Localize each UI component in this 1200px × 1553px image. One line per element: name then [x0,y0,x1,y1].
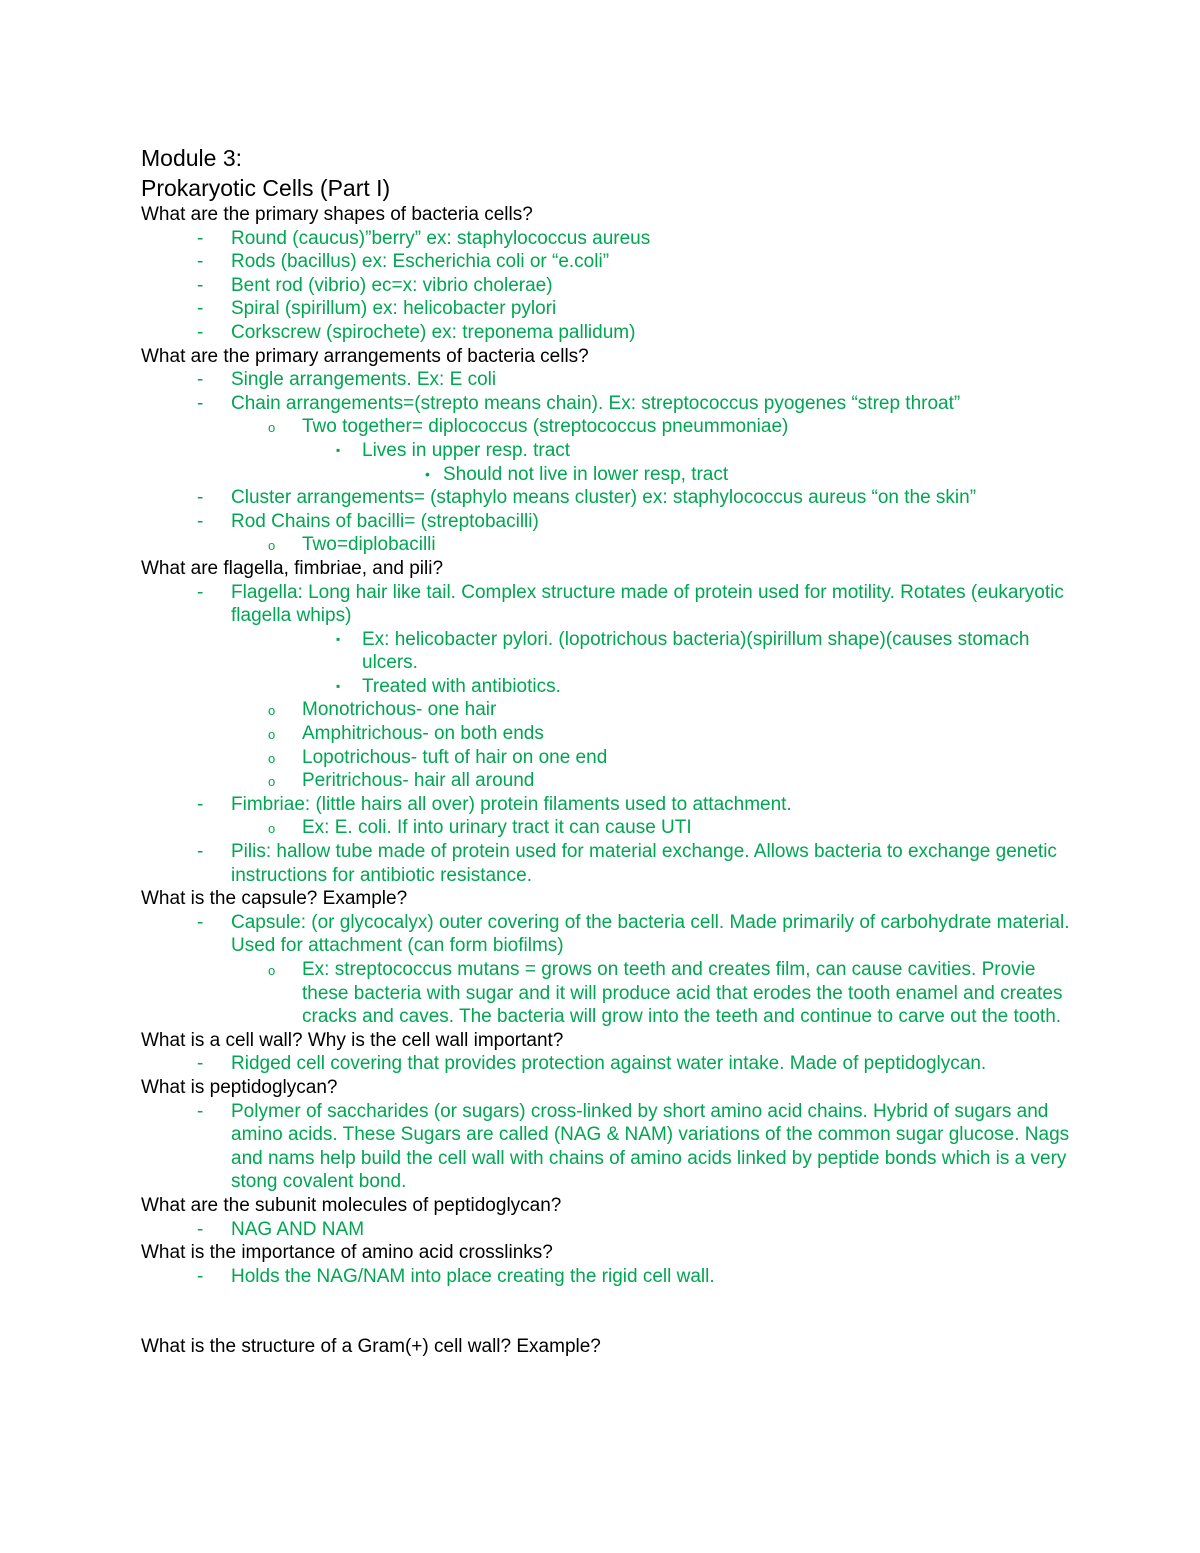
dash-marker: - [197,321,204,343]
circle-marker: o [268,774,276,790]
question-flagella: What are flagella, fimbriae, and pili? [141,557,444,579]
list-item: o Two together= diplococcus (streptococcus pneummoniae) [141,415,1081,439]
list-item: o Monotrichous- one hair [141,698,1081,722]
dash-marker: - [197,369,204,391]
list-item: • Should not live in lower resp, tract [425,463,729,485]
list-item: - Polymer of saccharides (or sugars) cross-linked by short amino acid chains. Hybrid of sugars and amino acids. These Sugars are called (NAG & NAM) variations of the common sugar glucose. Nags and nams help build the cell wall with chains of amino acids linked by peptide bonds which is a very stong covalent bond. [197,1100,1070,1193]
list-item: o Ex: streptococcus mutans = grows on teeth and creates film, can cause cavities. Provie these bacteria with sugar and it will produce acid that erodes the tooth enamel and creates cracks and caves. The bacteria will grow into the teeth and continue to carve out the tooth. [268,959,1063,1028]
dash-marker: - [197,1265,204,1287]
dash-marker: - [197,911,204,933]
list-item: - Rods (bacillus) ex: Escherichia coli or “e.coli” [197,251,610,273]
list-item: - Fimbriae: (little hairs all over) protein filaments used to attachment. [197,793,792,815]
circle-marker: o [268,538,276,554]
list-item: - Capsule: (or glycocalyx) outer covering of the bacteria cell. Made primarily of carbohydrate material. Used for attachment (can form biofilms) [197,911,1070,957]
list-item: - Bent rod (vibrio) ec=x: vibrio cholerae) [197,274,553,296]
square-marker: ▪ [336,678,341,693]
list-item: - NAG AND NAM [197,1218,365,1240]
list-item: o Lopotrichous- tuft of hair on one end [141,746,1081,770]
question-crosslinks: What is the importance of amino acid crosslinks? [141,1242,553,1264]
document-body [141,143,1081,1359]
circle-marker: o [268,821,276,837]
module-subtitle: Prokaryotic Cells (Part I) [141,175,391,201]
list-item: o Ex: E. coli. If into urinary tract it can cause UTI [141,816,1081,840]
circle-marker: o [268,727,276,743]
dash-marker: - [197,251,204,273]
dash-marker: - [197,1218,204,1240]
question-shapes: What are the primary shapes of bacteria cells? [141,204,533,225]
dash-marker: - [197,1100,204,1122]
question-capsule: What is the capsule? Example? [141,888,408,910]
dash-marker: - [197,487,204,509]
bullet-marker: • [425,465,430,482]
list-item: o Amphitrichous- on both ends [141,722,1081,746]
list-item: - Cluster arrangements= (staphylo means cluster) ex: staphylococcus aureus “on the skin” [197,487,977,509]
list-item: o Peritrichous- hair all around [141,769,1081,793]
list-item: - Single arrangements. Ex: E coli [197,369,497,391]
question-subunits: What are the subunit molecules of peptidoglycan? [141,1194,562,1216]
module-title: Module 3: [141,145,243,171]
square-marker: ▪ [336,442,341,457]
list-item: ▪ Ex: helicobacter pylori. (lopotrichous bacteria)(spirillum shape)(causes stomach ulcers. [336,628,1030,674]
spacer [141,1288,1081,1335]
list-item: - Round (caucus)”berry” ex: staphylococcus aureus [197,227,651,249]
dash-marker: - [197,1053,204,1075]
list-item: ▪ Treated with antibiotics. [336,675,561,697]
list-item: ▪ Lives in upper resp. tract [336,439,571,461]
dash-marker: - [197,841,204,863]
dash-marker: - [197,298,204,320]
list-item: - Flagella: Long hair like tail. Complex structure made of protein used for motility. Rotates (eukaryotic flagella whips) [197,581,1064,627]
question-peptidoglycan: What is peptidoglycan? [141,1076,338,1098]
square-marker: ▪ [336,631,341,646]
question-arrangements: What are the primary arrangements of bacteria cells? [141,345,589,367]
list-item: - Pilis: hallow tube made of protein used for material exchange. Allows bacteria to exchange genetic instructions for antibiotic resistance. [197,841,1057,886]
dash-marker: - [197,581,204,603]
question-gram-positive: What is the structure of a Gram(+) cell wall? Example? [141,1336,601,1358]
dash-marker: - [197,227,204,249]
list-item: - Spiral (spirillum) ex: helicobacter pylori [197,298,557,320]
list-item: - Rod Chains of bacilli= (streptobacilli) [197,510,539,532]
question-cell-wall: What is a cell wall? Why is the cell wall important? [141,1029,564,1051]
list-item: o Two=diplobacilli [141,533,1081,557]
list-item: - Corkscrew (spirochete) ex: treponema pallidum) [197,321,636,343]
list-item: - Ridged cell covering that provides protection against water intake. Made of peptidoglycan. [197,1053,987,1075]
circle-marker: o [268,420,276,436]
dash-marker: - [197,793,204,815]
dash-marker: - [197,392,204,414]
circle-marker: o [268,963,276,978]
circle-marker: o [268,750,276,766]
circle-marker: o [268,703,276,719]
list-item: - Holds the NAG/NAM into place creating the rigid cell wall. [197,1265,715,1287]
dash-marker: - [197,510,204,532]
list-item: - Chain arrangements=(strepto means chain). Ex: streptococcus pyogenes “strep throat” [197,392,961,414]
dash-marker: - [197,274,204,296]
